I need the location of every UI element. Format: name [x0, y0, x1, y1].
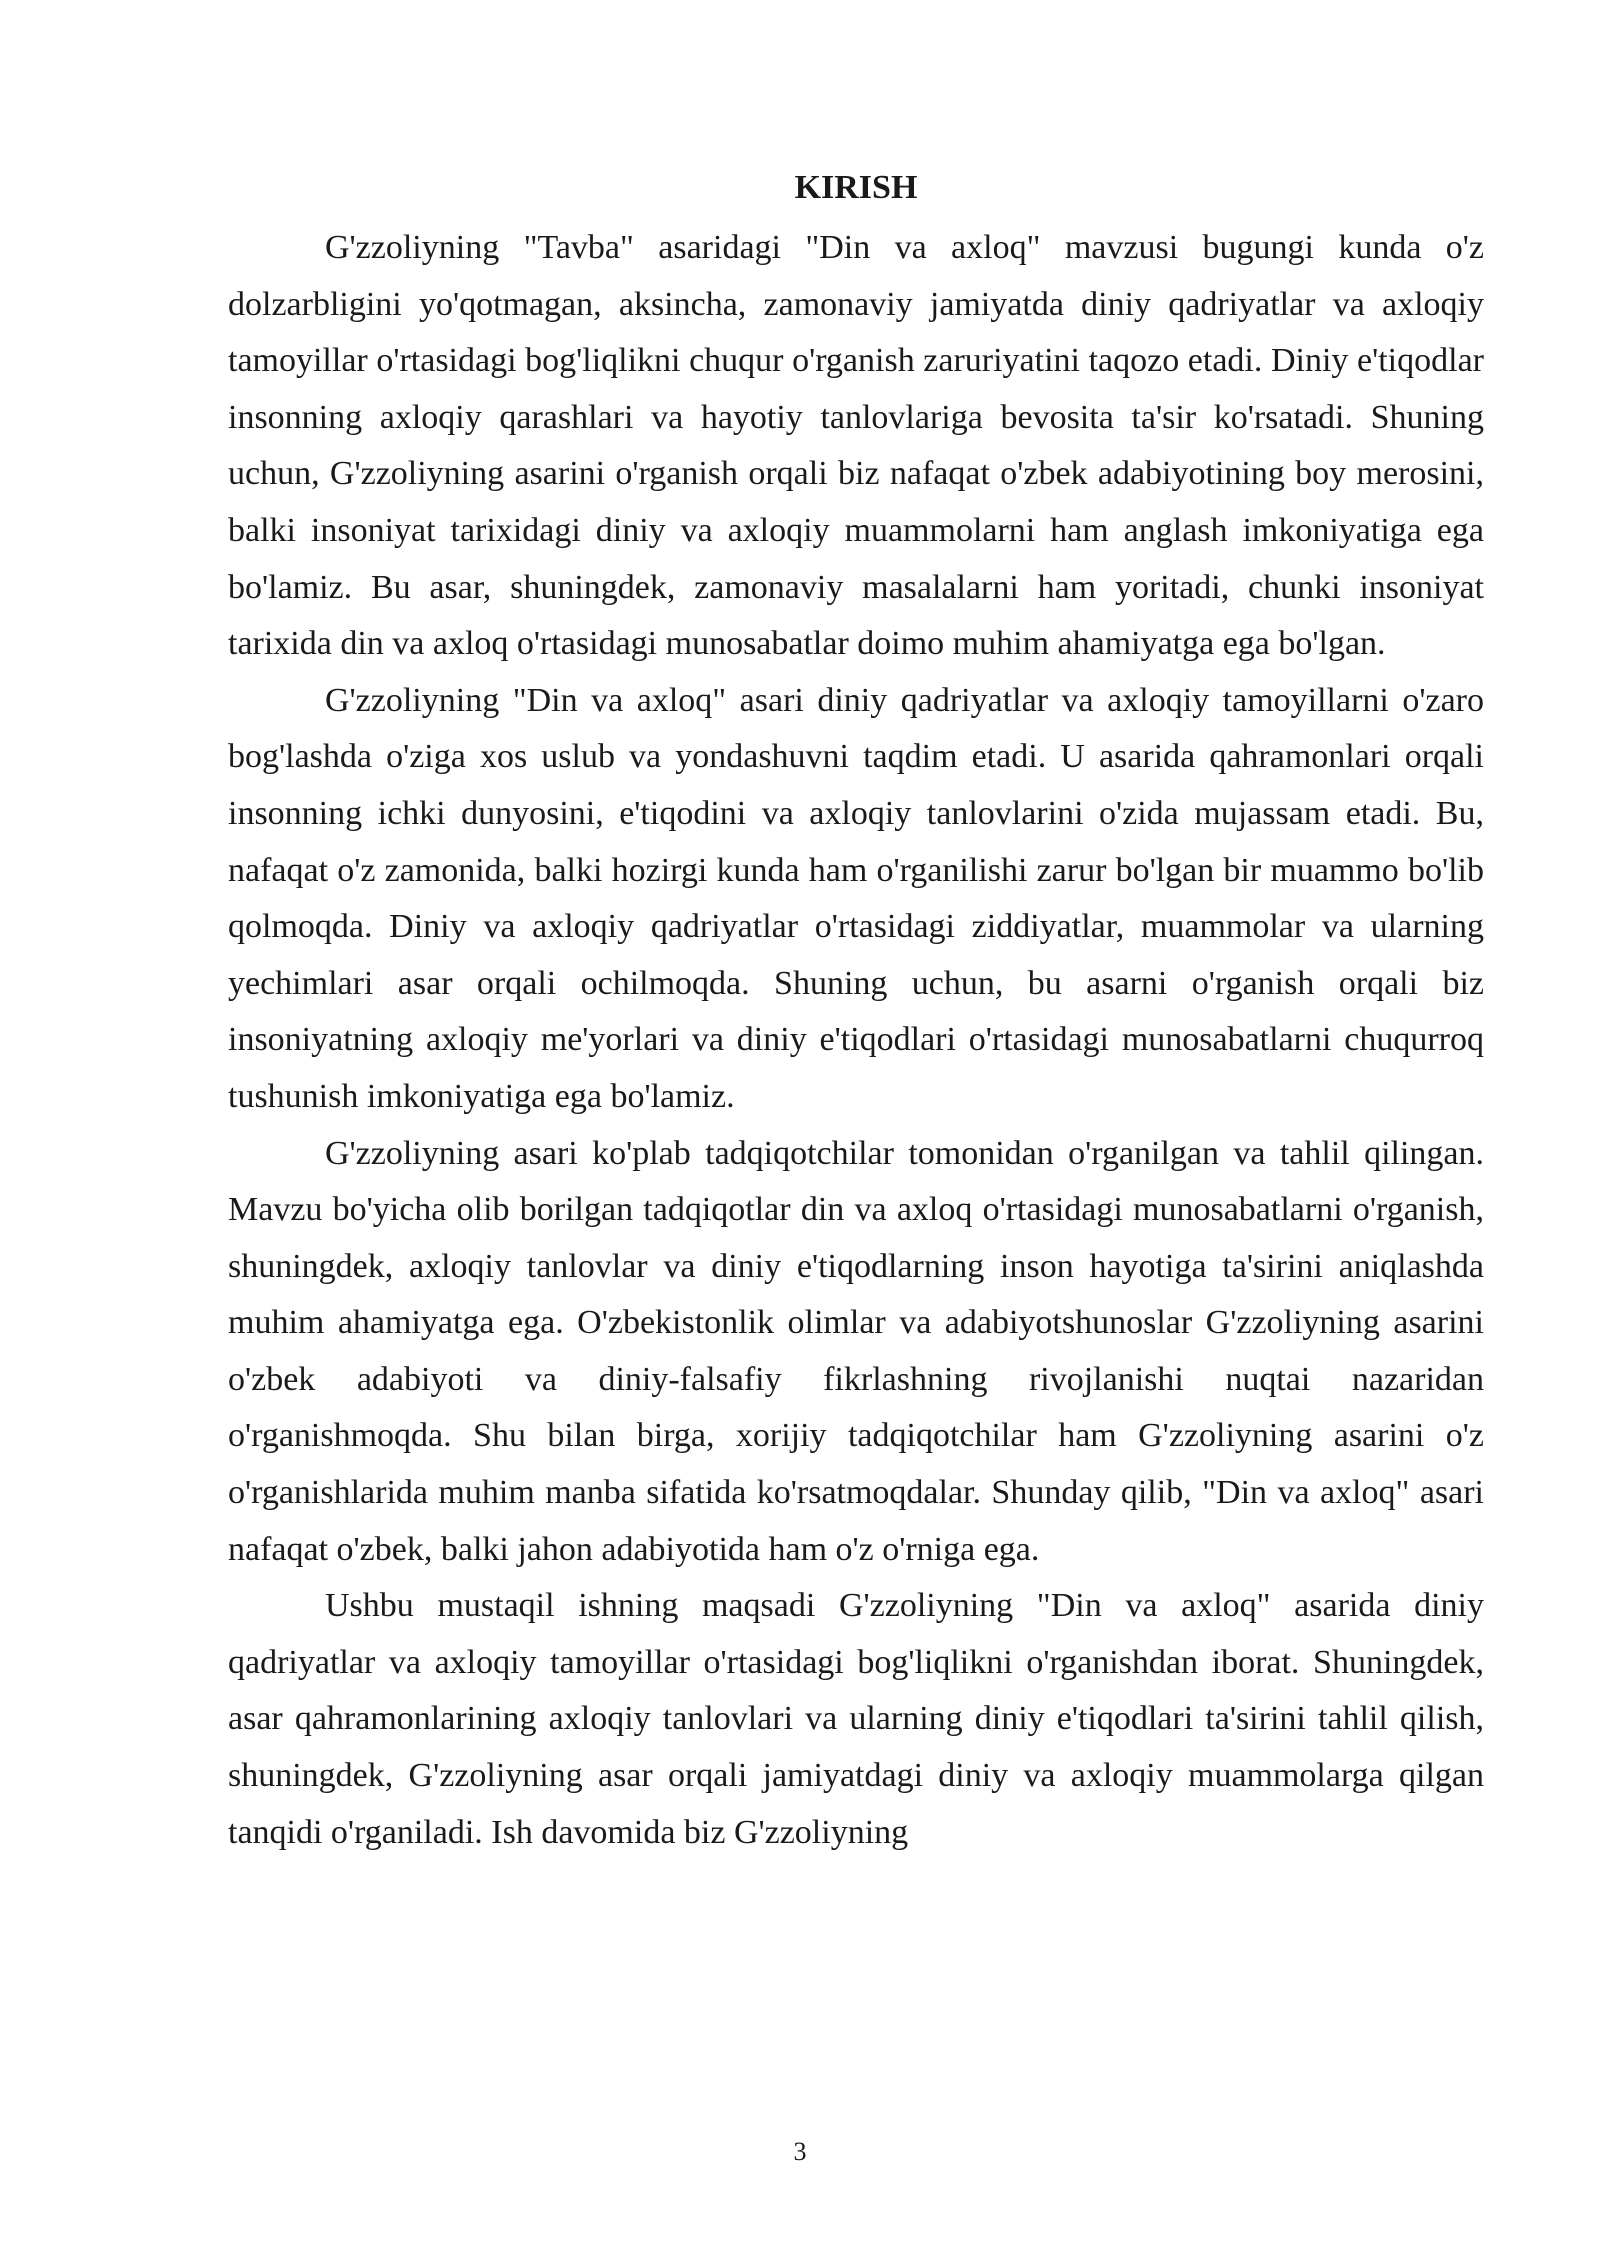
- paragraph-2: G'zzoliyning "Din va axloq" asari diniy qadriyatlar va axloqiy tamoyillarni o'zaro bog'lashda o'ziga xos uslub va yondashuvni taqdim etadi. U asarida qahramonlari orqali insonning ichki dunyosini, e'tiqodini va axloqiy tanlovlarini o'zida mujassam etadi. Bu, nafaqat o'z zamonida, balki hozirgi kunda ham o'rganilishi zarur bo'lgan bir muammo bo'lib qolmoqda. Diniy va axloqiy qadriyatlar o'rtasidagi ziddiyatlar, muammolar va ularning yechimlari asar orqali ochilmoqda. Shuning uchun, bu asarni o'rganish orqali biz insoniyatning axloqiy me'yorlari va diniy e'tiqodlari o'rtasidagi munosabatlarni chuqurroq tushunish imkoniyatiga ega bo'lamiz.: [228, 681, 1484, 1115]
- page-body: [228, 160, 1484, 1861]
- section-title: KIRISH: [794, 169, 918, 206]
- page-number: 3: [793, 2137, 807, 2166]
- paragraph-4: Ushbu mustaqil ishning maqsadi G'zzoliyning "Din va axloq" asarida diniy qadriyatlar va axloqiy tamoyillar o'rtasidagi bog'liqlikni o'rganishdan iborat. Shuningdek, asar qahramonlarining axloqiy tanlovlari va ularning diniy e'tiqodlari ta'sirini tahlil qilish, shuningdek, G'zzoliyning asar orqali jamiyatdagi diniy va axloqiy muammolarga qilgan tanqidi o'rganiladi. Ish davomida biz G'zzoliyning: [228, 1587, 1484, 1851]
- paragraph-3: G'zzoliyning asari ko'plab tadqiqotchilar tomonidan o'rganilgan va tahlil qilingan. Mavzu bo'yicha olib borilgan tadqiqotlar din va axloq o'rtasidagi munosabatlarni o'rganish, shuningdek, axloqiy tanlovlar va diniy e'tiqodlarning inson hayotiga ta'sirini aniqlashda muhim ahamiyatga ega. O'zbekistonlik olimlar va adabiyotshunoslar G'zzoliyning asarini o'zbek adabiyoti va diniy-falsafiy fikrlashning rivojlanishi nuqtai nazaridan o'rganishmoqda. Shu bilan birga, xorijiy tadqiqotchilar ham G'zzoliyning asarini o'z o'rganishlarida muhim manba sifatida ko'rsatmoqdalar. Shunday qilib, "Din va axloq" asari nafaqat o'zbek, balki jahon adabiyotida ham o'z o'rniga ega.: [228, 1134, 1484, 1568]
- paragraph-1: G'zzoliyning "Tavba" asaridagi "Din va axloq" mavzusi bugungi kunda o'z dolzarbligini yo'qotmagan, aksincha, zamonaviy jamiyatda diniy qadriyatlar va axloqiy tamoyillar o'rtasidagi bog'liqlikni chuqur o'rganish zaruriyatini taqozo etadi. Diniy e'tiqodlar insonning axloqiy qarashlari va hayotiy tanlovlariga bevosita ta'sir ko'rsatadi. Shuning uchun, G'zzoliyning asarini o'rganish orqali biz nafaqat o'zbek adabiyotining boy merosini, balki insoniyat tarixidagi diniy va axloqiy muammolarni ham anglash imkoniyatiga ega bo'lamiz. Bu asar, shuningdek, zamonaviy masalalarni ham yoritadi, chunki insoniyat tarixida din va axloq o'rtasidagi munosabatlar doimo muhim ahamiyatga ega bo'lgan.: [228, 229, 1484, 663]
